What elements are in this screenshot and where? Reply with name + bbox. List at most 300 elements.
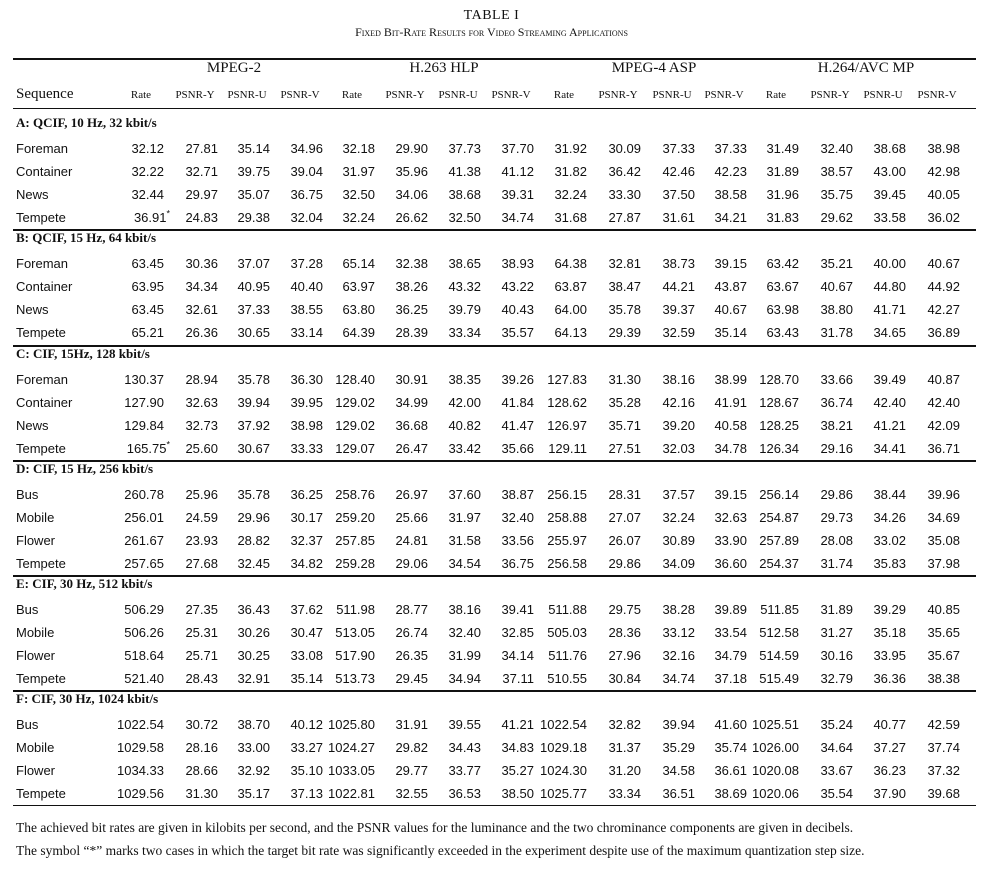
table-cell [693,418,747,433]
table-cell [269,533,323,548]
table-cell [799,279,853,294]
column-header-psnr-y-4: PSNR-Y [810,89,850,101]
table-cell [852,510,906,525]
table-cell [216,302,270,317]
table-cell [799,372,853,387]
table-cell [374,210,428,225]
row-sequence-name: News [16,418,49,433]
cell-value: 36.23 [873,763,906,778]
table-cell [799,763,853,778]
column-header-psnr-v-3: PSNR-V [704,89,744,101]
cell-value: 33.34 [608,786,641,801]
asterisk-mark: * [166,208,170,219]
table-cell [480,302,534,317]
table-cell [852,533,906,548]
table-cell [641,786,695,801]
cell-value: 28.43 [185,671,218,686]
table-cell [164,602,218,617]
cell-value: 27.51 [608,441,641,456]
row-sequence-name: Tempete [16,325,66,340]
cell-value: 39.96 [927,487,960,502]
table-cell [110,625,164,640]
table-cell [164,533,218,548]
table-cell [799,487,853,502]
cell-value: 257.89 [759,533,799,548]
cell-value: 256.15 [547,487,587,502]
table-cell [427,671,481,686]
cell-value: 39.29 [873,602,906,617]
cell-value: 32.63 [714,510,747,525]
table-cell [374,325,428,340]
table-cell [745,763,799,778]
cell-value: 35.29 [662,740,695,755]
table-cell [693,510,747,525]
cell-value: 31.83 [766,210,799,225]
table-cell [852,302,906,317]
table-cell [587,187,641,202]
table-cell [427,717,481,732]
table-cell [216,141,270,156]
cell-value: 38.26 [395,279,428,294]
cell-value: 33.00 [237,740,270,755]
table-cell [745,256,799,271]
table-cell [480,441,534,456]
table-cell [799,533,853,548]
cell-value: 256.14 [759,487,799,502]
table-cell [587,717,641,732]
cell-value: 31.82 [554,164,587,179]
table-cell [374,648,428,663]
table-cell [641,648,695,663]
table-cell [852,141,906,156]
table-cell [427,141,481,156]
table-cell [587,786,641,801]
cell-value: 511.98 [336,602,375,617]
row-sequence-name: Mobile [16,625,55,640]
table-cell [852,740,906,755]
cell-value: 35.14 [290,671,323,686]
cell-value: 32.92 [237,763,270,778]
cell-value: 511.88 [548,602,587,617]
cell-value: 128.67 [759,395,799,410]
table-cell [906,279,960,294]
table-cell [374,740,428,755]
cell-value: 31.96 [766,187,799,202]
table-cell [427,625,481,640]
table-cell [164,279,218,294]
table-cell [799,164,853,179]
table-cell [427,187,481,202]
row-sequence-name: Flower [16,648,56,663]
cell-value: 32.04 [290,210,323,225]
table-cell [321,418,375,433]
table-cell [906,487,960,502]
table-cell [852,372,906,387]
table-cell [693,164,747,179]
cell-value: 31.68 [554,210,587,225]
cell-value: 27.96 [608,648,641,663]
table-cell [799,210,853,225]
cell-value: 1029.18 [540,740,587,755]
cell-value: 33.14 [290,325,323,340]
header-rule [13,108,976,109]
table-cell [533,533,587,548]
table-cell [641,395,695,410]
cell-value: 1033.05 [328,763,375,778]
table-cell [110,740,164,755]
table-cell [693,740,747,755]
cell-value: 1020.08 [752,763,799,778]
cell-value: 32.71 [185,164,218,179]
table-cell [164,510,218,525]
table-cell [321,786,375,801]
cell-value: 40.58 [714,418,747,433]
cell-value: 35.17 [237,786,270,801]
cell-value: 33.77 [448,763,481,778]
cell-value: 29.06 [395,556,428,571]
table-cell [110,671,164,686]
cell-value: 42.16 [662,395,695,410]
cell-value: 64.39 [342,325,375,340]
cell-value: 39.15 [714,256,747,271]
table-cell [480,279,534,294]
cell-value: 34.06 [395,187,428,202]
cell-value: 28.16 [185,740,218,755]
cell-value: 32.79 [820,671,853,686]
cell-value: 30.16 [820,648,853,663]
cell-value: 25.60 [185,441,218,456]
table-cell [321,395,375,410]
table-cell [641,441,695,456]
table-cell [533,302,587,317]
cell-value: 126.34 [759,441,799,456]
cell-value: 42.46 [662,164,695,179]
cell-value: 35.54 [820,786,853,801]
table-cell [906,256,960,271]
cell-value: 28.36 [608,625,641,640]
table-cell [110,418,164,433]
row-sequence-name: Tempete [16,441,66,456]
table-cell [641,556,695,571]
table-cell [906,717,960,732]
cell-value: 29.97 [185,187,218,202]
cell-value: 1029.56 [117,786,164,801]
table-cell [745,717,799,732]
table-cell [906,302,960,317]
table-cell [587,671,641,686]
cell-value: 34.14 [501,648,534,663]
section-rule [13,690,976,692]
table-cell [321,441,375,456]
column-header-rate-4: Rate [765,89,787,101]
table-cell [374,717,428,732]
table-cell [164,164,218,179]
table-cell [321,533,375,548]
cell-value: 39.15 [714,487,747,502]
cell-value: 259.28 [335,556,375,571]
table-cell [321,556,375,571]
table-cell [110,487,164,502]
cell-value: 41.21 [501,717,534,732]
cell-value: 41.71 [873,302,906,317]
table-cell [533,325,587,340]
table-cell [745,325,799,340]
table-cell [641,625,695,640]
cell-value: 63.42 [766,256,799,271]
table-cell [116,210,170,225]
cell-value: 36.02 [927,210,960,225]
cell-value: 518.64 [124,648,164,663]
table-cell [427,164,481,179]
cell-value: 39.45 [873,187,906,202]
table-cell [799,556,853,571]
table-cell [164,717,218,732]
cell-value: 29.86 [820,487,853,502]
table-cell [269,325,323,340]
cell-value: 33.90 [714,533,747,548]
table-cell [427,256,481,271]
cell-value: 32.73 [185,418,218,433]
table-cell [269,786,323,801]
cell-value: 26.74 [395,625,428,640]
cell-value: 38.47 [608,279,641,294]
cell-value: 31.74 [820,556,853,571]
table-cell [480,533,534,548]
row-sequence-name: Bus [16,717,39,732]
cell-value: 128.70 [759,372,799,387]
table-cell [641,256,695,271]
table-cell [587,279,641,294]
codec-header-mpeg4: MPEG-4 ASP [611,60,697,76]
cell-value: 130.37 [124,372,164,387]
table-title: Fixed Bit-Rate Results for Video Streaming Applications [355,25,628,39]
cell-value: 35.74 [714,740,747,755]
table-cell [321,625,375,640]
cell-value: 30.65 [237,325,270,340]
table-cell [852,187,906,202]
cell-value: 32.82 [608,717,641,732]
table-cell [693,487,747,502]
table-cell [216,487,270,502]
cell-value: 32.63 [185,395,218,410]
row-sequence-name: Foreman [16,256,69,271]
table-cell [533,210,587,225]
cell-value: 35.66 [501,441,534,456]
cell-value: 32.91 [237,671,270,686]
table-cell [852,671,906,686]
cell-value: 29.45 [395,671,428,686]
table-cell [164,418,218,433]
cell-value: 30.72 [185,717,218,732]
cell-value: 38.35 [448,372,481,387]
cell-value: 1029.58 [117,740,164,755]
cell-value: 254.87 [759,510,799,525]
table-cell [587,763,641,778]
cell-value: 36.25 [395,302,428,317]
table-cell [587,210,641,225]
table-cell [321,602,375,617]
table-cell [641,671,695,686]
cell-value: 35.10 [290,763,323,778]
cell-value: 32.37 [290,533,323,548]
cell-value: 37.98 [927,556,960,571]
table-cell [852,487,906,502]
table-cell [427,648,481,663]
cell-value: 31.78 [820,325,853,340]
table-cell [374,510,428,525]
cell-value: 31.61 [662,210,695,225]
cell-value: 41.38 [448,164,481,179]
table-cell [374,533,428,548]
cell-value: 32.55 [395,786,428,801]
cell-value: 38.93 [501,256,534,271]
cell-value: 36.51 [662,786,695,801]
cell-value: 32.24 [342,210,375,225]
table-cell [533,510,587,525]
table-cell [216,256,270,271]
table-cell [321,717,375,732]
cell-value: 34.79 [714,648,747,663]
section-rule [13,229,976,231]
cell-value: 64.00 [554,302,587,317]
table-cell [321,187,375,202]
table-cell [906,372,960,387]
cell-value: 39.68 [927,786,960,801]
cell-value: 40.43 [501,302,534,317]
cell-value: 38.99 [714,372,747,387]
table-cell [745,210,799,225]
cell-value: 38.16 [448,602,481,617]
cell-value: 32.22 [131,164,164,179]
table-cell [321,510,375,525]
column-header-psnr-v-1: PSNR-V [280,89,320,101]
table-cell [533,602,587,617]
table-cell [269,648,323,663]
cell-value: 41.12 [501,164,534,179]
table-cell [852,786,906,801]
cell-value: 35.21 [820,256,853,271]
cell-value: 31.27 [820,625,853,640]
cell-value: 36.25 [290,487,323,502]
section-title: C: CIF, 15Hz, 128 kbit/s [16,346,150,361]
cell-value: 511.76 [548,648,587,663]
sequence-header: Sequence [16,86,74,102]
cell-value: 1020.06 [752,786,799,801]
cell-value: 42.23 [714,164,747,179]
table-cell [321,648,375,663]
row-sequence-name: Container [16,279,73,294]
table-cell [693,717,747,732]
table-cell [216,740,270,755]
cell-value: 40.87 [927,372,960,387]
table-cell [374,302,428,317]
table-cell [641,418,695,433]
cell-value: 65.14 [342,256,375,271]
codec-header-mpeg2: MPEG-2 [206,60,262,76]
cell-value: 32.40 [820,141,853,156]
table-cell [321,763,375,778]
table-cell [587,372,641,387]
codec-header-h263: H.263 HLP [409,60,479,76]
table-cell [641,510,695,525]
cell-value: 33.33 [290,441,323,456]
table-cell [321,487,375,502]
cell-value: 39.55 [448,717,481,732]
cell-value: 37.33 [714,141,747,156]
column-header-psnr-v-4: PSNR-V [917,89,957,101]
cell-value: 38.69 [714,786,747,801]
cell-value: 258.76 [335,487,375,502]
table-cell [321,141,375,156]
table-cell [374,187,428,202]
table-cell [533,164,587,179]
cell-value: 37.11 [502,671,534,686]
cell-value: 36.61 [714,763,747,778]
section-title: F: CIF, 30 Hz, 1024 kbit/s [16,691,159,706]
cell-value: 39.94 [237,395,270,410]
cell-value: 29.62 [820,210,853,225]
table-cell [269,510,323,525]
table-cell [216,418,270,433]
table-cell [480,717,534,732]
table-cell [533,372,587,387]
cell-value: 34.54 [448,556,481,571]
cell-value: 35.08 [927,533,960,548]
table-cell [906,510,960,525]
table-cell [480,602,534,617]
cell-value: 37.33 [237,302,270,317]
cell-value: 129.02 [335,418,375,433]
table-cell [906,395,960,410]
cell-value: 39.26 [501,372,534,387]
table-cell [164,740,218,755]
cell-value: 38.68 [873,141,906,156]
cell-value: 24.83 [185,210,218,225]
cell-value: 261.67 [124,533,164,548]
table-cell [745,372,799,387]
table-cell [374,625,428,640]
cell-value: 28.39 [395,325,428,340]
table-cell [852,325,906,340]
table-cell [906,671,960,686]
cell-value: 63.98 [766,302,799,317]
cell-value: 38.50 [501,786,534,801]
cell-value: 42.40 [927,395,960,410]
cell-value: 64.13 [554,325,587,340]
table-cell [374,141,428,156]
cell-value: 1025.77 [540,786,587,801]
cell-value: 33.54 [714,625,747,640]
cell-value: 35.83 [873,556,906,571]
column-header-psnr-u-1: PSNR-U [227,89,267,101]
table-cell [641,279,695,294]
cell-value: 35.18 [873,625,906,640]
cell-value: 39.37 [662,302,695,317]
cell-value: 40.67 [820,279,853,294]
table-cell [641,487,695,502]
cell-value: 27.81 [185,141,218,156]
cell-value: 35.28 [608,395,641,410]
table-cell [587,648,641,663]
cell-value: 513.05 [335,625,375,640]
cell-value: 30.67 [237,441,270,456]
table-cell [852,164,906,179]
table-cell [799,256,853,271]
table-cell [745,671,799,686]
cell-value: 40.12 [290,717,323,732]
column-header-psnr-u-2: PSNR-U [438,89,478,101]
cell-value: 33.30 [608,187,641,202]
